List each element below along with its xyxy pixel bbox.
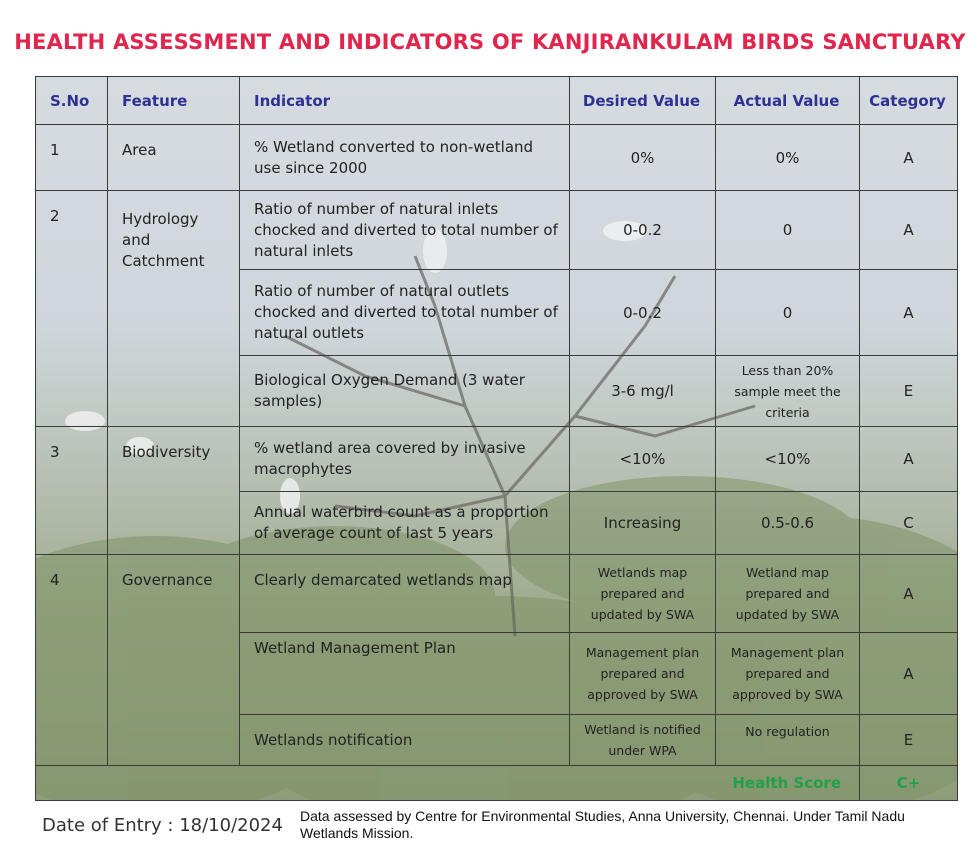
health-score-row — [36, 766, 958, 801]
table-row — [36, 555, 958, 633]
health-score-label: Health Score — [36, 766, 860, 801]
source-note: Data assessed by Centre for Environmental Studies, Anna University, Chennai. Under Tamil Nadu Wetlands Mission. — [300, 808, 905, 841]
cell-category: A — [860, 555, 958, 633]
cell-indicator: Wetland Management Plan — [240, 633, 570, 715]
cell-sno: 3 — [36, 427, 108, 555]
cell-category: C — [860, 492, 958, 555]
cell-feature: Governance — [108, 555, 240, 766]
cell-actual: Wetland map prepared and updated by SWA — [716, 555, 860, 633]
cell-indicator: Clearly demarcated wetlands map — [240, 555, 570, 633]
header-category: Category — [860, 77, 958, 125]
cell-actual: 0.5-0.6 — [716, 492, 860, 555]
cell-category: A — [860, 191, 958, 270]
date-of-entry: Date of Entry : 18/10/2024 — [42, 815, 283, 836]
cell-category: E — [860, 356, 958, 427]
cell-indicator: Ratio of number of natural outlets chocked and diverted to total number of natural outlets — [240, 270, 570, 356]
cell-sno: 4 — [36, 555, 108, 766]
header-indicator: Indicator — [240, 77, 570, 125]
cell-actual: <10% — [716, 427, 860, 492]
cell-actual: 0 — [716, 270, 860, 356]
cell-feature: Biodiversity — [108, 427, 240, 555]
cell-indicator: Biological Oxygen Demand (3 water samples) — [240, 356, 570, 427]
health-score-value: C+ — [860, 766, 958, 801]
cell-desired: Wetlands map prepared and updated by SWA — [570, 555, 716, 633]
header-desired: Desired Value — [570, 77, 716, 125]
table-row — [36, 191, 958, 270]
cell-actual: Less than 20% sample meet the criteria — [716, 356, 860, 427]
cell-desired: 3-6 mg/l — [570, 356, 716, 427]
cell-desired: Management plan prepared and approved by SWA — [570, 633, 716, 715]
cell-actual: 0% — [716, 125, 860, 191]
cell-desired: 0-0.2 — [570, 191, 716, 270]
cell-category: A — [860, 427, 958, 492]
cell-feature: Hydrology and Catchment — [108, 191, 240, 427]
table-row — [36, 125, 958, 191]
cell-desired: 0-0.2 — [570, 270, 716, 356]
cell-sno: 1 — [36, 125, 108, 191]
cell-desired: <10% — [570, 427, 716, 492]
cell-desired: 0% — [570, 125, 716, 191]
cell-category: A — [860, 125, 958, 191]
cell-sno: 2 — [36, 191, 108, 427]
header-row — [36, 77, 958, 125]
cell-category: A — [860, 270, 958, 356]
header-actual: Actual Value — [716, 77, 860, 125]
header-feature: Feature — [108, 77, 240, 125]
table-row — [36, 427, 958, 492]
cell-indicator: Ratio of number of natural inlets chocked and diverted to total number of natural inlets — [240, 191, 570, 270]
cell-actual: No regulation — [716, 715, 860, 766]
cell-feature: Area — [108, 125, 240, 191]
cell-indicator: Annual waterbird count as a proportion of average count of last 5 years — [240, 492, 570, 555]
cell-indicator: Wetlands notification — [240, 715, 570, 766]
cell-actual: 0 — [716, 191, 860, 270]
cell-category: A — [860, 633, 958, 715]
cell-desired: Increasing — [570, 492, 716, 555]
cell-indicator: % Wetland converted to non-wetland use since 2000 — [240, 125, 570, 191]
cell-desired: Wetland is notified under WPA — [570, 715, 716, 766]
cell-actual: Management plan prepared and approved by SWA — [716, 633, 860, 715]
assessment-table — [35, 76, 958, 801]
page-title: HEALTH ASSESSMENT AND INDICATORS OF KANJIRANKULAM BIRDS SANCTUARY — [14, 30, 966, 54]
cell-category: E — [860, 715, 958, 766]
header-sno: S.No — [36, 77, 108, 125]
cell-indicator: % wetland area covered by invasive macrophytes — [240, 427, 570, 492]
